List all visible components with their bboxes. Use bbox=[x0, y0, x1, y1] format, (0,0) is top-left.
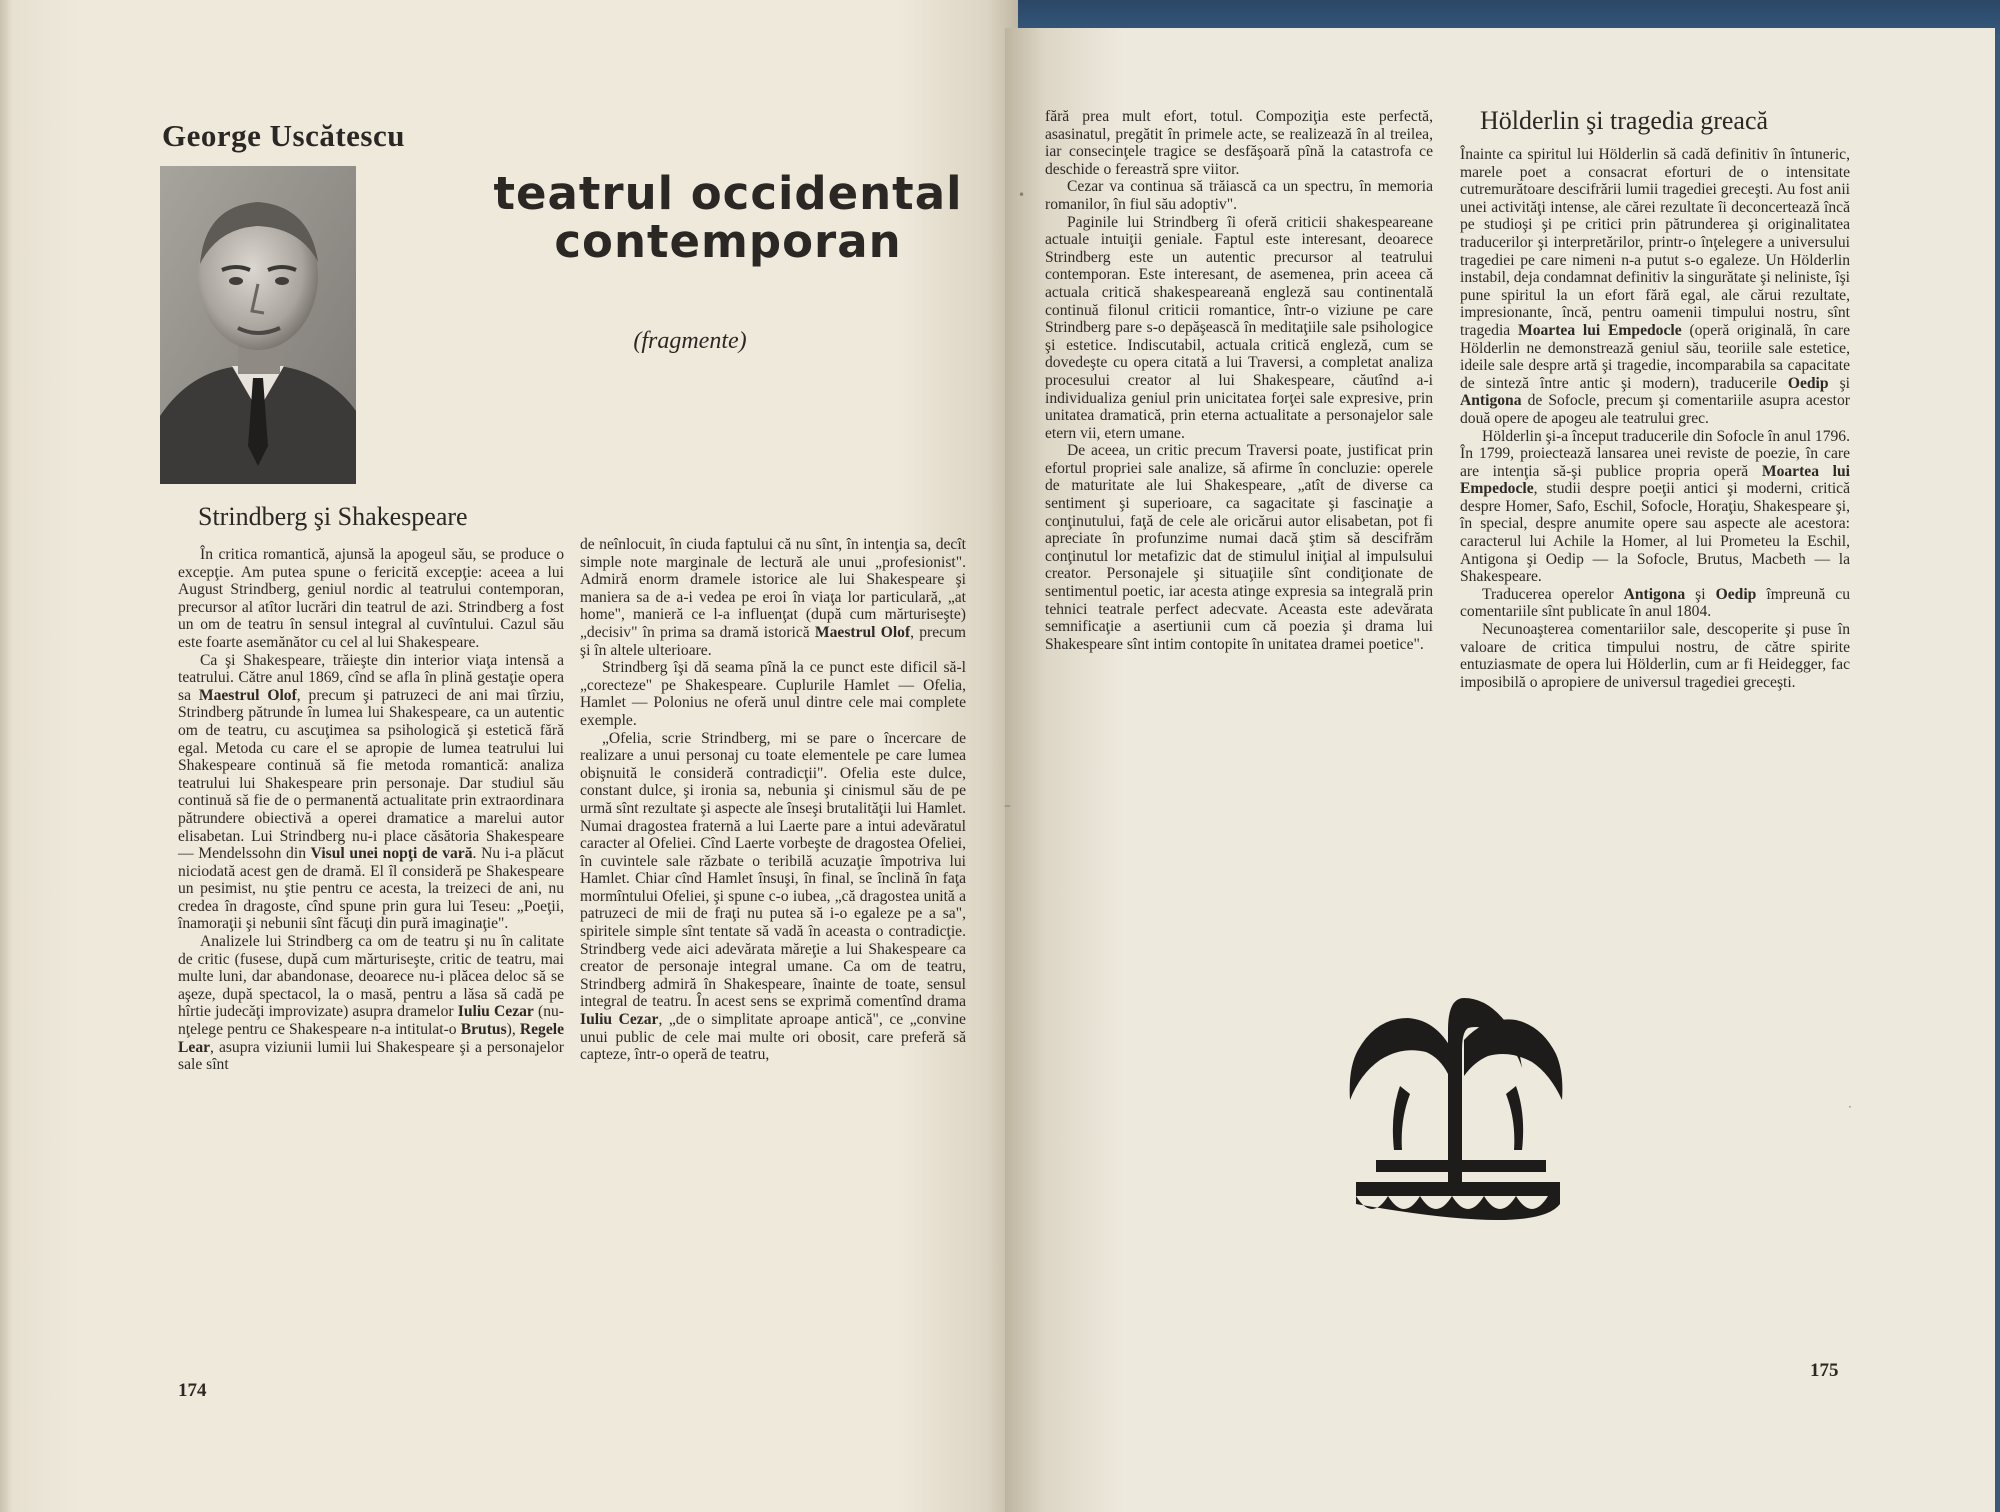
right-column-1 bbox=[1045, 108, 1433, 653]
paragraph: de neînlocuit, în ciuda faptului că nu sînt, în intenţia sa, decît simple note marginale de lectură ale unui „profesionist". Admiră enorm dramele istorice ale lui Shakespeare şi maniera sa de a-i vedea pe eroi în viaţa lor particulară, „at home", manieră ce l-a influenţat (după cum mărturiseşte) „decisiv" în prima sa dramă istorică Maestrul Olof, precum şi în altele ulterioare. bbox=[580, 536, 966, 659]
paragraph: În critica romantică, ajunsă la apogeul său, se produce o excepţie. Am putea spune o fericită excepţie: aceea a lui August Strindberg, geniul nordic al teatrului contemporan, precursor al atîtor lucrări din teatrul de azi. Strindberg a fost un om de teatru în sensul integral al cuvîntului. Cazul său este foarte asemănător cu cel al lui Shakespeare. bbox=[178, 546, 564, 651]
author-portrait bbox=[160, 166, 356, 484]
right-page bbox=[1005, 28, 1995, 1512]
paragraph: Paginile lui Strindberg îi oferă criticii shakespeareane actuale intuiţii geniale. Faptul este interesant, deoarece Strindberg este un autentic precursor al teatrului contemporan. Este interesant, de asemenea, prin aceea că actuala critică shakespeareană engleză sau continentală continuă filonul criticii romantice, într-o viziune pe care Strindberg pare s-o depăşească în meditaţiile sale psihologice şi estetice. Indiscutabil, actuala critică engleză, cum se dovedeşte cu opera citată a lui Traversi, a completat analiza procesului creator al lui Shakespeare, căutînd a-i individualiza geniul prin unicitatea forţei sale expresive, prin unitatea dramatică, prin eterna actualitate a personajelor sale etern vii, etern umane. bbox=[1045, 213, 1433, 442]
margin-mark: · bbox=[1848, 1100, 1852, 1114]
paragraph: Cezar va continua să trăiască ca un spectru, în memoria romanilor, în fiul său adoptiv". bbox=[1045, 178, 1433, 213]
paragraph: „Ofelia, scrie Strindberg, mi se pare o încercare de realizare a unui personaj cu toate elementele pe care lumea obişnuită le consideră contradicţii". Ofelia este dulce, constant dulce, şi ironia sa, nebunia şi cinismul său de pe urmă sînt rezultate şi aspecte ale înseşi brutalităţii lui Hamlet. Numai dragostea fraternă a lui Laerte pare a intui adevăratul caracter al Ofeliei. Cînd Laerte vorbeşte de dragostea Ofeliei, în cuvintele sale răzbate o teribilă acuzaţie împotriva lui Hamlet. Chiar cînd Hamlet însuşi, în final, se înclină în faţa mormîntului Ofeliei, şi spune c-o iubea, „că dragostea unită a patruzeci de mii de fraţi nu putea să i-o egaleze pe a sa", spiritele simple sînt tentate să vadă în aceasta o contradicţie. Strindberg vede aici adevărata măreţie a lui Shakespeare ca creator de personaje integral umane. Ca om de teatru, Strindberg admiră în Shakespeare, înainte de toate, sensul integral de teatru. În acest sens se exprimă comentînd drama Iuliu Cezar, „de o simplitate aproape antică", ce „convine unui public de cele mai multe ori obosit, care preferă să capteze, într-o operă de teatru, bbox=[580, 729, 966, 1064]
left-column-1 bbox=[178, 546, 564, 1074]
paragraph: Strindberg îşi dă seama pînă la ce punct este dificil să-l „corecteze" pe Shakespeare. Cuplurile Hamlet — Ofelia, Hamlet — Polonius ne oferă unul dintre cele mai complete exemple. bbox=[580, 659, 966, 729]
headline-line-2: contemporan bbox=[554, 215, 902, 268]
page-number-right: 175 bbox=[1810, 1360, 1839, 1381]
paragraph: fără prea mult efort, totul. Compoziţia este perfectă, asasinatul, pregătit în primele acte, se realizează în al treilea, iar consecinţele tragice se desfăşoară pînă la catastrofa ce deschide o fereastră spre viitor. bbox=[1045, 108, 1433, 178]
article-subtitle: (fragmente) bbox=[633, 328, 747, 354]
paragraph: Necunoaşterea comentariilor sale, descoperite şi puse în valoare de critica timpului nostru, de către spirite entuziasmate de opera lui Hölderlin, cum ar fi Heidegger, fac imposibilă o apropiere de universul tragediei greceşti. bbox=[1460, 621, 1850, 691]
margin-mark: – bbox=[1004, 798, 1011, 814]
margin-mark: • bbox=[1018, 188, 1026, 202]
right-column-2 bbox=[1460, 146, 1850, 691]
page-number-left: 174 bbox=[178, 1380, 207, 1401]
article-headline bbox=[468, 167, 988, 268]
author-portrait-icon bbox=[160, 166, 356, 484]
paragraph: Traducerea operelor Antigona şi Oedip împreună cu comentariile sînt publicate în anul 1804. bbox=[1460, 585, 1851, 621]
section-title-strindberg: Strindberg şi Shakespeare bbox=[198, 502, 468, 531]
paragraph: Ca şi Shakespeare, trăieşte din interior viaţa intensă a teatrului. Către anul 1869, cînd se afla în plină gestaţie opera sa Maestrul Olof, precum şi patruzeci de ani mai tîrziu, Strindberg pătrunde în lumea lui Shakespeare, ca un autentic om de teatru, cu ascuţimea sa psihologică şi estetică fără egal. Metoda cu care el se apropie de lumea teatrului lui Shakespeare continuă să fie metoda romantică: analiza teatrului lui Shakespeare prin personaje. Dar studiul său continuă să fie de o permanentă actualitate prin extraordinara pătrundere obiectivă a operei dramatice a marelui autor elisabetan. Lui Strindberg nu-i place căsătoria Shakespeare — Mendelssohn din Visul unei nopţi de vară. Nu i-a plăcut niciodată acest gen de dramă. El îl consideră pe Shakespeare un pesimist, nu ştie pentru ce acesta, la treizeci de ani, nu credea în dragoste, cînd spune prin gura lui Teseu: „Poeţii, înamoraţii şi nebunii sînt făcuţi din pură imaginaţie". bbox=[178, 651, 564, 933]
paragraph: De aceea, un critic precum Traversi poate, justificat prin efortul propriei sale analize, să afirme în concluzie: operele de maturitate ale lui Shakespeare, „atît de diverse ca sentiment şi superioare, ca sagacitate şi fascinaţie a conţinutului, faţă de cele ale oricărui autor elisabetan, pot fi apreciate în profunzime numai dacă ştim să descifrăm conţinutul lor metafizic dat de stimulul iniţial al impulsului creator. Personajele şi situaţiile sînt condiţionate de sentimentul poetic, iar acesta atinge expresia sa integrală prin tehnici teatrale perfect adecvate. Aceasta este adevărata semnificaţie a asertiunii cum că poezia şi drama lui Shakespeare sînt intim contopite în unitatea dramei poetice". bbox=[1045, 442, 1433, 653]
fountain-ornament-icon bbox=[1336, 990, 1576, 1240]
paragraph: Analizele lui Strindberg ca om de teatru şi nu în calitate de critic (fusese, după cum mărturiseşte, critic de teatru, mai multe luni, dar abandonase, deoarece nu-i plăcea deloc să se aşeze, după spectacol, la o masă, pentru a lăsa să cadă pe hîrtie judecăţi improvizate) asupra dramelor Iuliu Cezar (nu-nţelege pentru ce Shakespeare n-a intitulat-o Brutus), Regele Lear, asupra viziunii lumii lui Shakespeare şi a personajelor sale sînt bbox=[178, 933, 564, 1074]
headline-line-1: teatrul occidental bbox=[493, 167, 963, 220]
section-title-holderlin: Hölderlin şi tragedia greacă bbox=[1480, 106, 1769, 135]
page-edge bbox=[0, 0, 12, 1512]
paragraph: Hölderlin şi-a început traducerile din Sofocle în anul 1796. În 1799, proiectează lansarea unei reviste de poezie, în care are intenţia să-şi publice propria operă Moartea lui Empedocle, studii despre poeţii antici şi moderni, critică despre Homer, Safo, Eschil, Sofocle, Horaţiu, Shakespeare şi, în special, despre anumite opere sau aspecte ale acestora: caracterul lui Achile la Homer, al lui Prometeu la Eschil, Antigona şi Oedip — la Sofocle, Brutus, Macbeth — la Shakespeare. bbox=[1460, 427, 1850, 586]
author-name: George Uscătescu bbox=[162, 118, 405, 153]
paragraph: Înainte ca spiritul lui Hölderlin să cadă definitiv în întuneric, marele poet a consacrat eforturi de o intensitate cutremurătoare descifrării lumii tragediei greceşti. Au fost anii unei activităţi intense, ale cărei rezultate îi deconcertează încă pe studioşi şi pe critici prin pătrunderea şi originalitatea traducerilor şi interpretărilor, printr-o înţelegere a universului tragediei pe care nimeni n-a putut s-o egaleze. Un Hölderlin instabil, deja condamnat definitiv la singurătate şi neliniste, îşi pune spiritul la un efort fără egal, ale cărui rezultate, impresionante, încă, pentru oamenii timpului nostru, sînt tragedia Moartea lui Empedocle (operă originală, în care Hölderlin ne demonstrează geniul său, teoriile sale estetice, ideile sale despre artă şi tragedie, incomparabila sa capacitate de sinteză între antic şi modern), traducerile Oedip şi Antigona de Sofocle, precum şi comentariile asupra acestor două opere de apogeu ale teatrului grec. bbox=[1460, 146, 1850, 427]
left-column-2 bbox=[580, 536, 966, 1064]
